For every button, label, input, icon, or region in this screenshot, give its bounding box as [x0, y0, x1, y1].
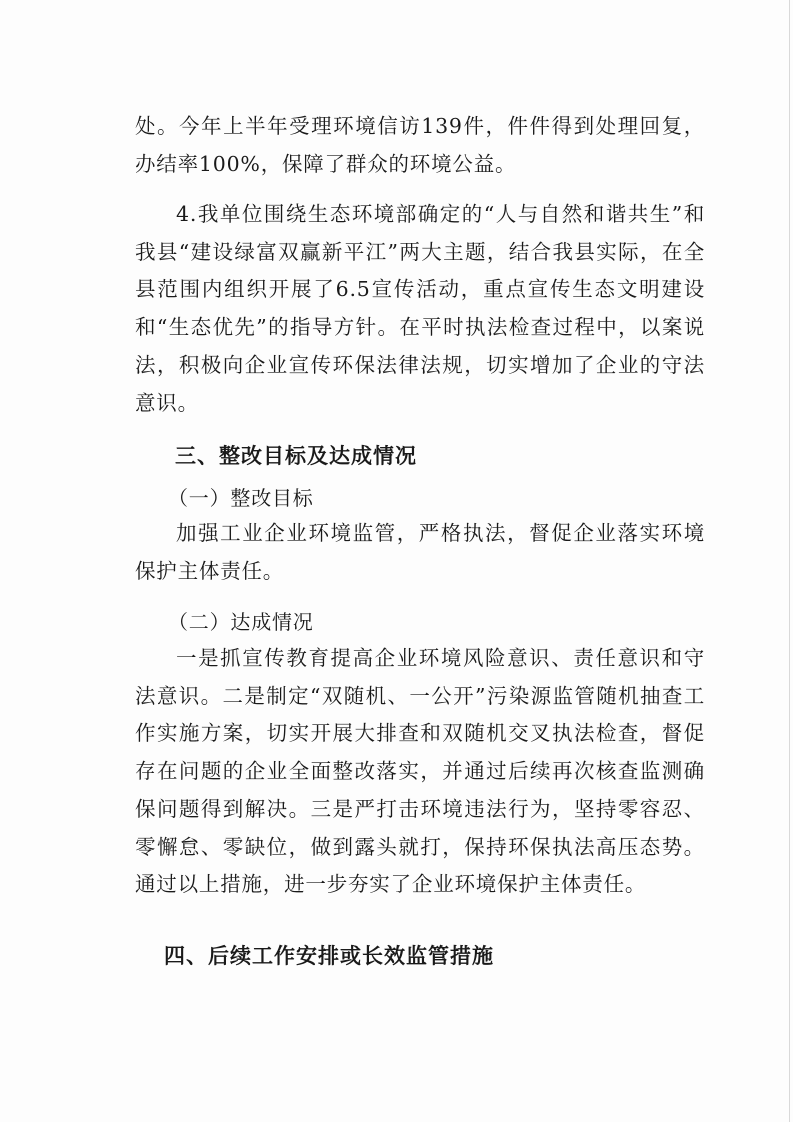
paragraph-complaints: 处。今年上半年受理环境信访139件，件件得到处理回复，办结率100%，保障了群众的环境公益。: [135, 114, 705, 176]
subheading-goal: （一）整改目标: [168, 486, 314, 510]
section-heading-3: 三、整改目标及达成情况: [175, 444, 417, 468]
paragraph-goal: 加强工业企业环境监管，严格执法，督促企业落实环境保护主体责任。: [135, 521, 705, 583]
paragraph-publicity: 4.我单位围绕生态环境部确定的“人与自然和谐共生”和我县“建设绿富双赢新平江”两大主题，结合我县实际，在全县范围内组织开展了6.5宣传活动，重点宣传生态文明建设和“生态优先”的指导方针。在平时执法检查过程中，以案说法，积极向企业宣传环保法律法规，切实增加了企业的守法意识。: [135, 202, 705, 415]
section-heading-4: 四、后续工作安排或长效监管措施: [164, 944, 494, 968]
paragraph-achievement: 一是抓宣传教育提高企业环境风险意识、责任意识和守法意识。二是制定“双随机、一公开”污染源监管随机抽查工作实施方案，切实开展大排查和双随机交叉执法检查，督促存在问题的企业全面整改落实，并通过后续再次核查监测确保问题得到解决。三是严打击环境违法行为，坚持零容忍、零懈怠、零缺位，做到露头就打，保持环保执法高压态势。通过以上措施，进一步夯实了企业环境保护主体责任。: [135, 646, 705, 897]
subheading-achievement: （二）达成情况: [168, 610, 314, 634]
scan-edge-line: [789, 0, 790, 1122]
